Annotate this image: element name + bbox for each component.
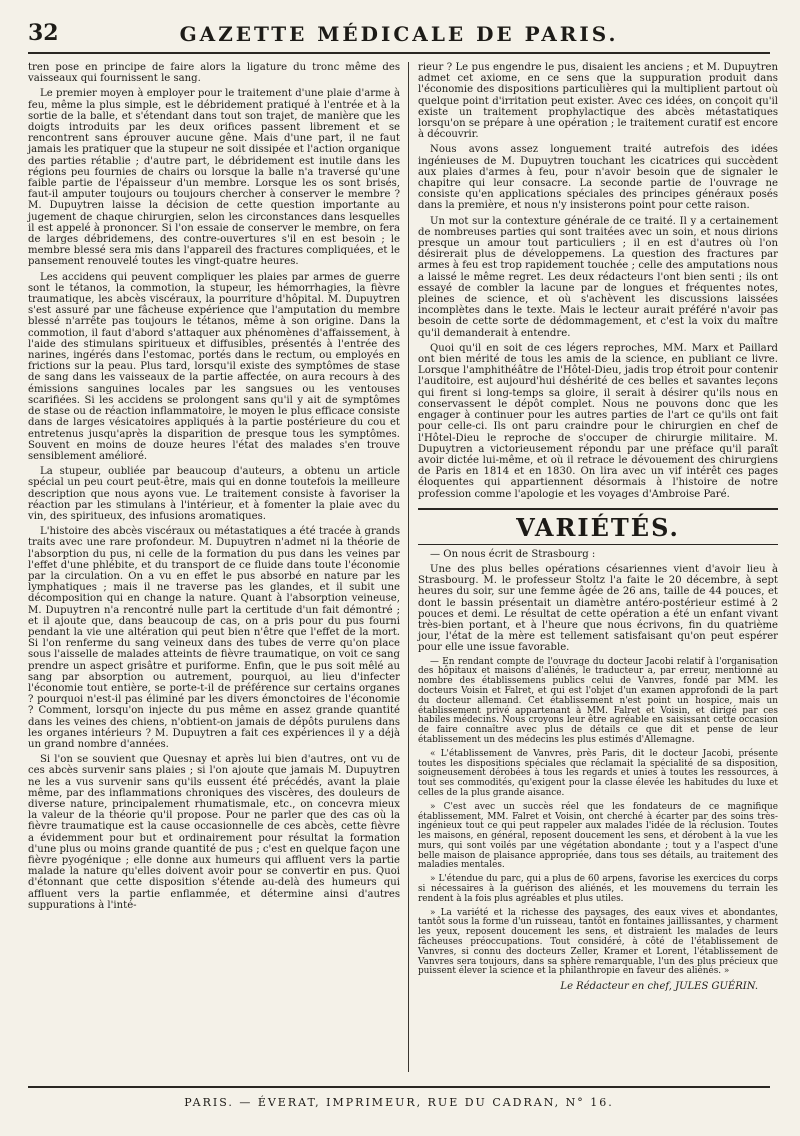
page-header — [28, 16, 770, 54]
left-paragraph-3: Les accidens qui peuvent compliquer les plaies par armes de guerre sont le tétanos, la commotion, la stupeur, les hémorrhagies, la fièvre traumatique, les abcès viscéraux, la pourriture d'hôpital. M. Dupuytren s'est assuré par une fâcheuse expérience que l'amputation du membre blessé n'arrête pas toujours le tétanos, même à son origine. Dans la commotion, il faut d'abord s'attaquer aux phénomènes d'affaissement, à l'aide des stimulans spiritueux et diffusibles, présentés à l'entrée des narines, ingérés dans l'estomac, portés dans le rectum, ou employés en frictions sur la peau. Plus tard, lorsqu'il existe des symptômes de stase de sang dans les vaisseaux de la partie affectée, on aura recours à des émissions sanguines locales par les sangsues ou les ventouses scarifiées. Si les accidens se prolongent sans qu'il y ait de symptômes de stase ou de réaction inflammatoire, le moyen le plus efficace consiste dans de larges vésicatoires appliqués à la partie postérieure du cou et entretenus jusqu'après la disparition de presque tous les symptômes. Souvent en moins de douze heures l'état des malades s'en trouve sensiblement amélioré. — [28, 271, 400, 462]
vanvres-paragraph-2: « L'établissement de Vanvres, près Paris, dit le docteur Jacobi, présente toutes les dispositions spéciales que réclamait la spécialité de sa disposition, soigneusement dérobées à tous les regards et unies à toutes les ressources, à tout ses commodités, qu'exigent pour la classe élevée les habitudes du luxe et celles de la plus grande aisance. — [418, 748, 778, 798]
left-paragraph-1: tren pose en principe de faire alors la ligature du tronc même des vaisseaux qui fournissent le sang. — [28, 62, 400, 85]
vanvres-paragraph-5: » La variété et la richesse des paysages, des eaux vives et abondantes, tantôt sous la forme d'un ruisseau, tantôt en fontaines jaillissantes, y charment les yeux, reposent doucement les sens, et distraient les malades de leurs fâcheuses préoccupations. Tout considéré, à côté de l'établissement de Vanvres, si connu des docteurs Zeller, Kramer et Lorent, l'établissement de Vanvres sera toujours, dans sa sphère remarquable, l'un des plus précieux que puissent élever la science et la philanthropie en faveur des aliénés. » — [418, 907, 778, 977]
vanvres-paragraph-1: — En rendant compte de l'ouvrage du docteur Jacobi relatif à l'organisation des hôpitaux et maisons d'aliénés, le traducteur a, par erreur, mentionné au nombre des établissemens publics celui de Vanvres, fondé par MM. les docteurs Voisin et Falret, et qui est l'objet d'un examen approfondi de la part du docteur allemand. Cet établissement n'est point un hospice, mais un établissement privé appartenant à MM. Falret et Voisin, et dirigé par ces habiles médecins. Nous croyons leur être agréable en saisissant cette occasion de faire connaître avec plus de détails ce que dit et pense de leur établissement un des médecins les plus estimés d'Allemagne. — [418, 656, 778, 745]
vanvres-section — [418, 658, 778, 978]
left-paragraph-4: La stupeur, oubliée par beaucoup d'auteurs, a obtenu un article spécial un peu court peut-être, mais qui en donne toutefois la meilleure description que nous ayons vue. Le traitement consiste à favoriser la réaction par les stimulans à l'intérieur, et à fomenter la plaie avec du vin, des spiritueux, des infusions aromatiques. — [28, 466, 400, 522]
right-paragraph-3: Un mot sur la contexture générale de ce traité. Il y a certainement de nombreuses parties qui sont traitées avec un soin, et nous dirions presque un amour tout particuliers ; il en est d'autres où l'on désirerait plus de développemens. La question des fractures par armes à feu est trop rapidement touchée ; celle des amputations nous a laissé le même regret. Les deux rédacteurs l'ont bien senti ; ils ont essayé de combler la lacune par de longues et fréquentes notes, pleines de science, et où s'achèvent les discussions laissées incomplètes dans le texte. Mais le lecteur aurait préféré n'avoir pas besoin de cette sorte de dédommagement, et c'est la voix du maître qu'il demanderait à entendre. — [418, 215, 778, 339]
vanvres-paragraph-3: » C'est avec un succès réel que les fondateurs de ce magnifique établissement, MM. Falret et Voisin, ont cherché à écarter par des soins très-ingénieux tout ce qui peut rappeler aux malades l'idée de la réclusion. Toutes les maisons, en général, reposent doucement les sens, et dérobent à la vue les murs, qui sont voilés par une végétation abondante ; tout y a l'aspect d'une belle maison de plaisance appropriée, dans tous ses détails, au traitement des maladies mentales. — [418, 801, 778, 871]
varietes-intro: — On nous écrit de Strasbourg : — [430, 548, 596, 560]
varietes-strasbourg-report: Une des plus belles opérations césariennes vient d'avoir lieu à Strasbourg. M. le professeur Stoltz l'a faite le 20 décembre, à sept heures du soir, sur une femme âgée de 26 ans, taille de 44 pouces, et dont le bassin présentait un diamètre antéro-postérieur estimé à 2 pouces et demi. Le résultat de cette opération a été un enfant vivant très-bien portant, et à l'heure que nous écrivons, fin du quatrième jour, l'état de la mère est tellement satisfaisant qu'on peut espérer pour elle une issue favorable. — [418, 563, 778, 654]
left-column — [28, 62, 400, 915]
printer-imprint: PARIS. — ÉVERAT, IMPRIMEUR, RUE DU CADRAN, N° 16. — [28, 1086, 770, 1109]
varietes-heading: VARIÉTÉS. — [516, 512, 680, 542]
left-paragraph-2: Le premier moyen à employer pour le traitement d'une plaie d'arme à feu, même la plus simple, est le débridement pratiqué à l'entrée et à la sortie de la balle, et s'étendant dans tout son trajet, de manière que les doigts introduits par les deux orifices passent librement et se rencontrent sans éprouver aucune gêne. Mais d'une part, il ne faut jamais les pratiquer que la stupeur ne soit dissipée et l'action organique des parties rétablie ; d'autre part, le débridement est inutile dans les régions peu fournies de chairs ou lorsque la balle n'a traversé qu'une faible partie de l'épaisseur d'un membre. Lorsque les os sont brisés, faut-il amputer toujours ou toujours chercher à conserver le membre ? M. Dupuytren laisse la décision de cette question importante au jugement de chaque chirurgien, selon les circonstances dans lesquelles il est appelé à prononcer. Si l'on essaie de conserver le membre, on fera de larges débridemens, des contre-ouvertures s'il en est besoin ; le membre blessé sera mis dans l'appareil des fractures compliquées, et le pansement renouvelé toutes les vingt-quatre heures. — [28, 88, 400, 268]
vanvres-paragraph-4: » L'étendue du parc, qui a plus de 60 arpens, favorise les exercices du corps si nécessaires à la guérison des aliénés, et les mouvemens du terrain les rendent à la fois plus agréables et plus utiles. — [418, 874, 778, 904]
newspaper-title: GAZETTE MÉDICALE DE PARIS. — [179, 22, 619, 46]
varietes-heading-box — [418, 508, 778, 545]
page-number: 32 — [28, 20, 59, 46]
editor-signature: Le Rédacteur en chef, JULES GUÉRIN. — [560, 981, 758, 993]
right-paragraph-2: Nous avons assez longuement traité autrefois des idées ingénieuses de M. Dupuytren touchant les cicatrices qui succèdent aux plaies d'armes à feu, pour n'avoir besoin que de signaler le chapitre qui leur consacre. La seconde partie de l'ouvrage ne consiste qu'en applications spéciales des principes généraux posés dans la première, et nous n'y insisterons point pour cette raison. — [418, 144, 778, 212]
right-paragraph-4: Quoi qu'il en soit de ces légers reproches, MM. Marx et Paillard ont bien mérité de tous les amis de la science, en publiant ce livre. Lorsque l'amphithéâtre de l'Hôtel-Dieu, jadis trop étroit pour contenir l'auditoire, est aujourd'hui déshérité de ces belles et savantes leçons qui firent si long-temps sa gloire, il serait à désirer qu'ils nous en conservassent le dépôt complet. Nous ne pouvons donc que les engager à continuer pour les autres parties de l'art ce qu'ils ont fait pour celle-ci. Ils ont paru craindre pour le chirurgien en chef de l'Hôtel-Dieu le reproche de s'occuper de chirurgie militaire. M. Dupuytren a victorieusement répondu par une préface qu'il paraît avoir dictée lui-même, et où il retrace le dévouement des chirurgiens de Paris en 1814 et en 1830. On lira avec un vif intérêt ces pages éloquentes qui appartiennent désormais à l'histoire de notre profession comme l'apologie et les voyages d'Ambroise Paré. — [418, 342, 778, 500]
left-paragraph-5: L'histoire des abcès viscéraux ou métastatiques a été tracée à grands traits avec une rare profondeur. M. Dupuytren n'admet ni la théorie de l'absorption du pus, ni celle de la formation du pus dans les veines par l'effet d'une phlébite, et du transport de ce fluide dans toute l'économie par la circulation. On a vu en effet le pus absorbé en nature par les lymphatiques ; mais il ne traverse pas les glandes, et il subit une décomposition qui en change la nature. Quant à l'absorption veineuse, M. Dupuytren n'a rencontré nulle part la certitude d'un fait démontré ; et il ajoute que, dans beaucoup de cas, on a pris pour du pus fourni pendant la vie une altération qui peut bien n'être que l'effet de la mort. Si l'on renferme du sang veineux dans des tubes de verre qu'on place sous l'aisselle de malades atteints de fièvre traumatique, on voit ce sang prendre un aspect grisâtre et puriforme. Enfin, que le pus soit mêlé au sang par absorption ou autrement, pourquoi, au lieu d'infecter l'économie tout entière, se porte-t-il de préférence sur certains organes ? pourquoi n'est-il pas éliminé par les divers émonctoires de l'économie ? Comment, lorsqu'on injecte du pus même en assez grande quantité dans les veines des chiens, n'obtient-on jamais de dépôts purulens dans les organes intérieurs ? M. Dupuytren a fait ces expériences il y a déjà un grand nombre d'années. — [28, 526, 400, 750]
column-divider — [408, 62, 409, 1072]
right-column — [418, 62, 778, 992]
right-paragraph-1: rieur ? Le pus engendre le pus, disaient les anciens ; et M. Dupuytren admet cet axiome, en ce sens que la suppuration produit dans l'économie des dispositions particulières qui la multiplient partout où quelque point d'irritation peut exister. Avec ces idées, on conçoit qu'il existe un traitement prophylactique des abcès métastatiques lorsqu'on se prépare à une opération ; le traitement curatif est encore à découvrir. — [418, 62, 778, 141]
left-paragraph-6: Si l'on se souvient que Quesnay et après lui bien d'autres, ont vu de ces abcès survenir sans plaies ; si l'on ajoute que jamais M. Dupuytren ne les a vus survenir sans qu'ils eussent été précédés, avant la plaie même, par des inflammations chroniques des viscères, des douleurs de diverse nature, principalement rhumatismale, etc., on concevra mieux la valeur de la théorie qu'il propose. Pour ne parler que des cas où la fièvre traumatique est la cause occasionnelle de ces abcès, cette fièvre a évidemment pour but et ordinairement pour résultat la formation d'une plus ou moins grande quantité de pus ; c'est en quelque façon une fièvre pyogénique ; elle donne aux humeurs qui affluent vers la partie malade la nature qu'elles doivent avoir pour se convertir en pus. Quoi d'étonnant que cette disposition s'étende au-delà des humeurs qui affluent vers la partie enflammée, et détermine ainsi d'autres suppurations à l'inté- — [28, 754, 400, 911]
